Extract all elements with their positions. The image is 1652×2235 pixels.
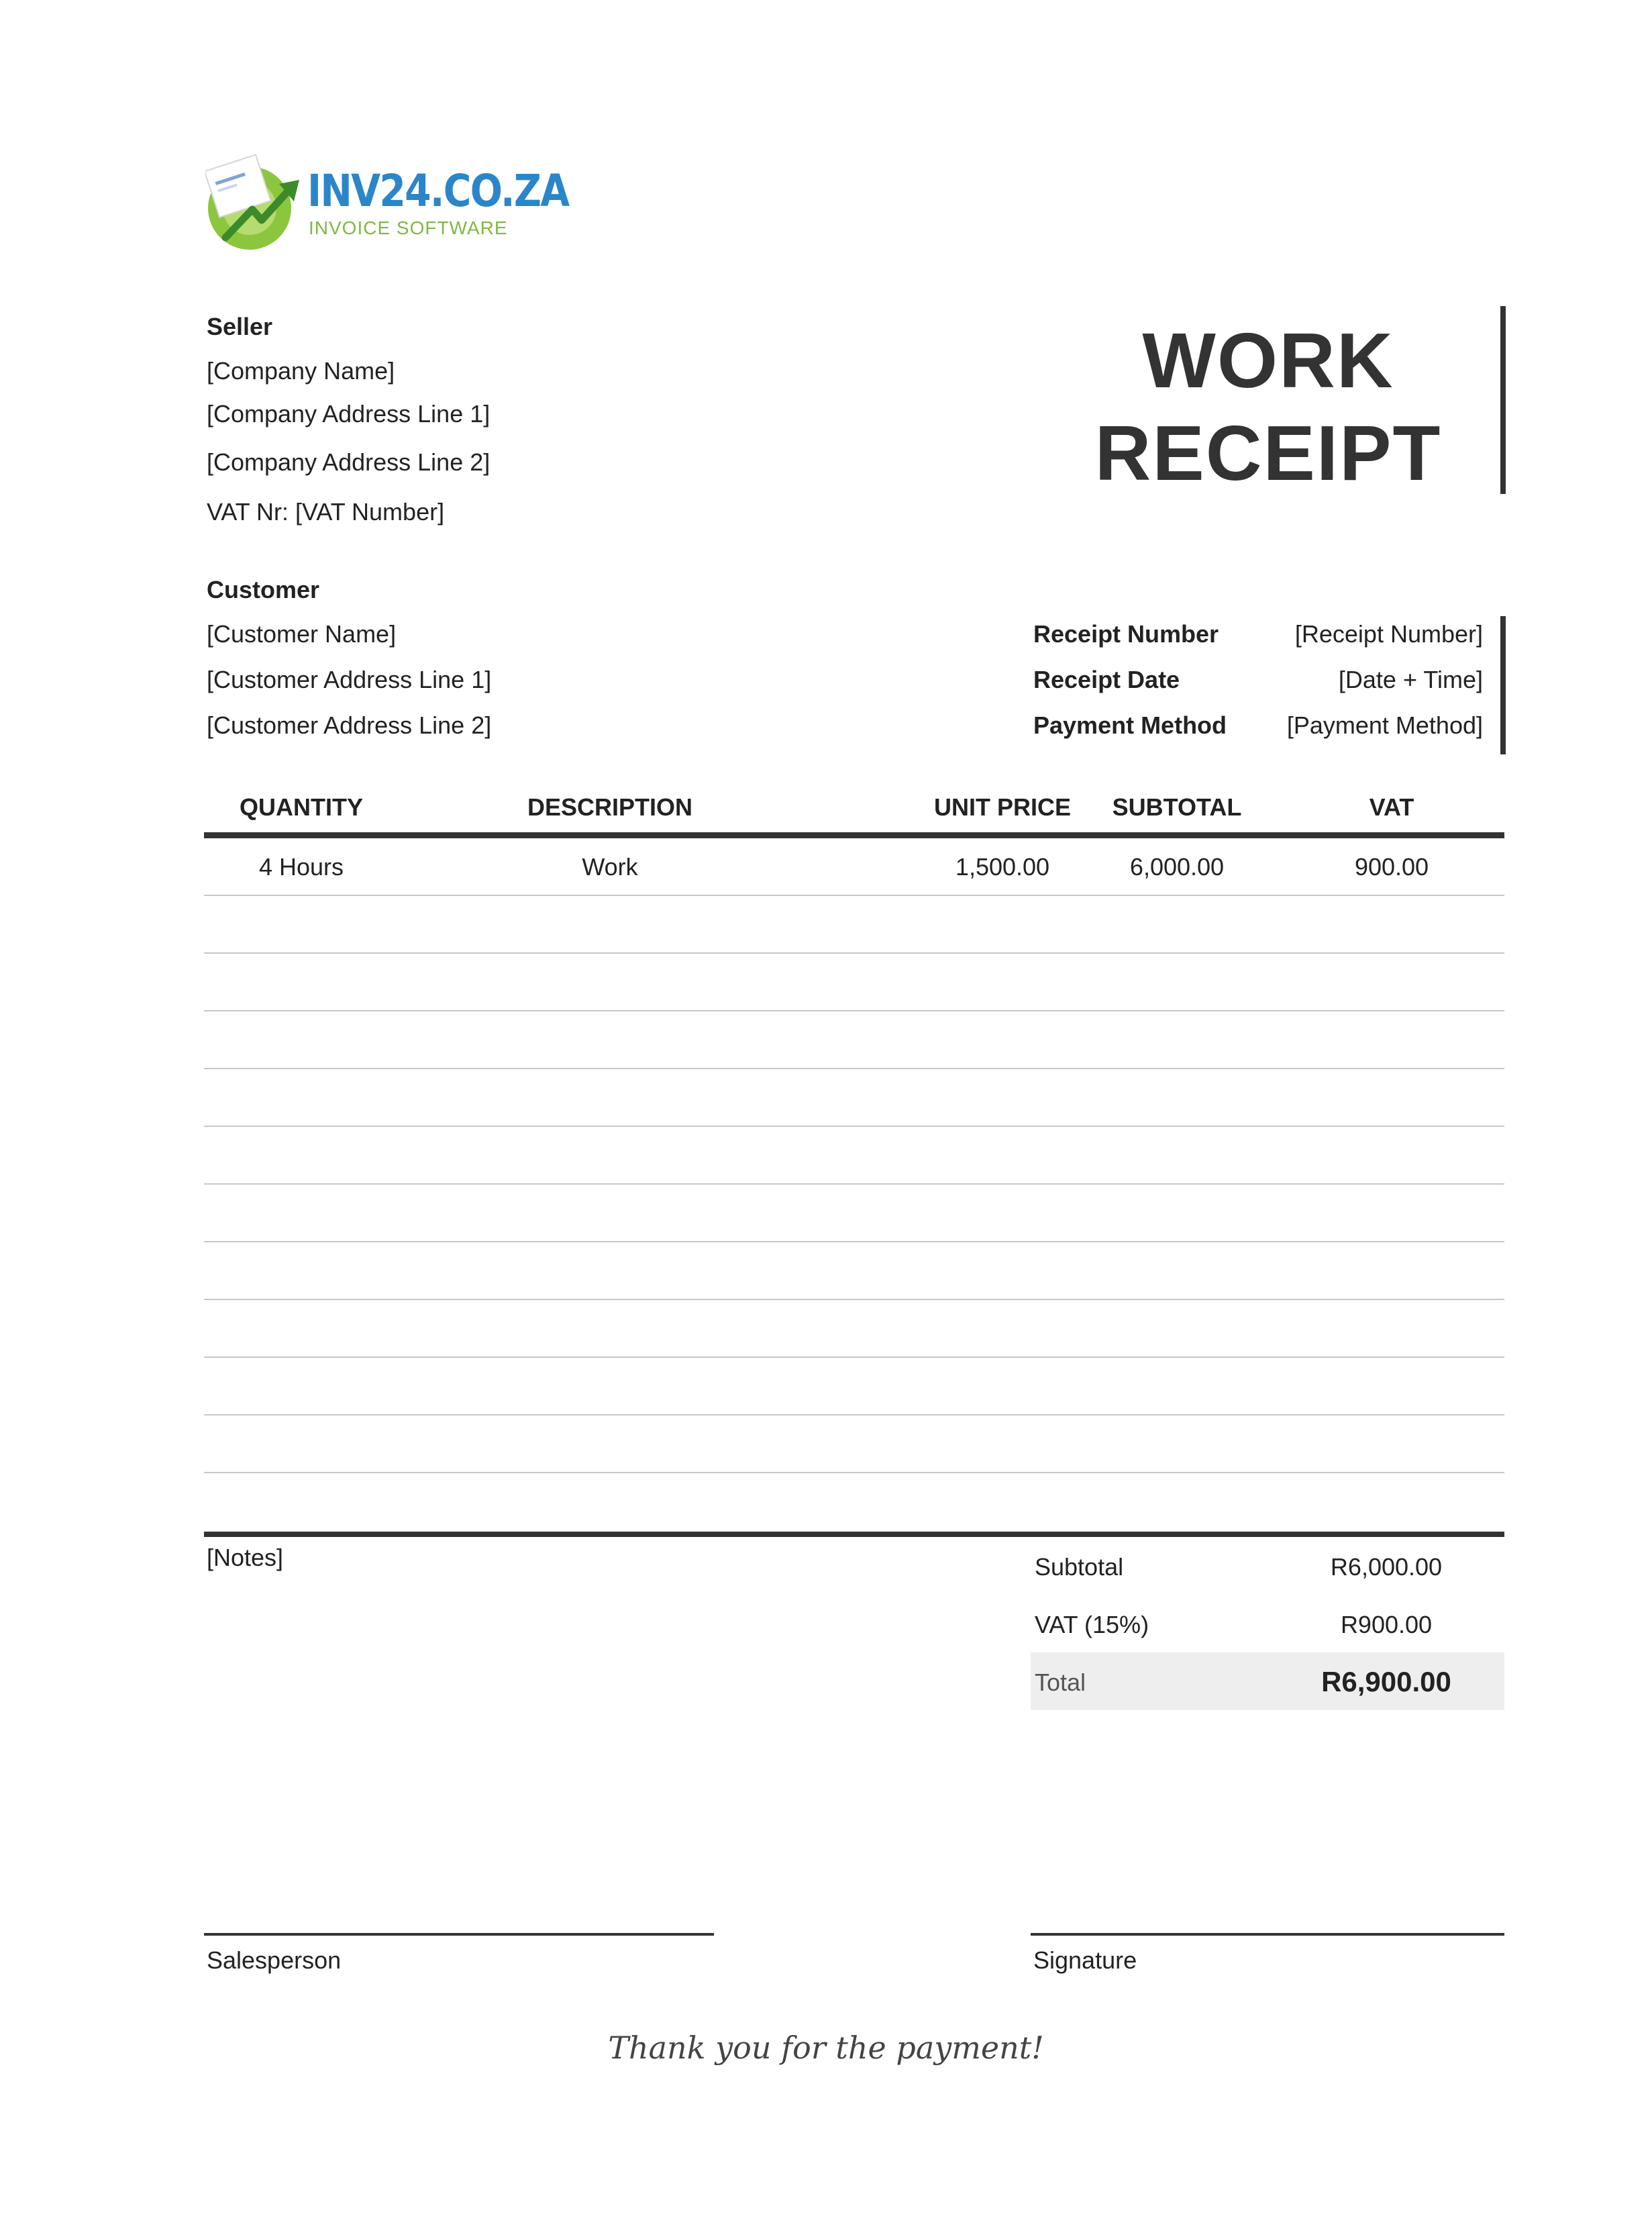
table-row bbox=[204, 1069, 1504, 1127]
cell-quantity: 4 Hours bbox=[258, 853, 344, 881]
table-header bbox=[204, 779, 1504, 838]
seller-heading: Seller bbox=[207, 313, 273, 340]
col-header-description: DESCRIPTION bbox=[527, 793, 693, 821]
logo-tagline: INVOICE SOFTWARE bbox=[309, 217, 508, 238]
subtotal-value: R6,000.00 bbox=[1330, 1553, 1443, 1581]
customer-address-line1: [Customer Address Line 1] bbox=[207, 666, 492, 693]
subtotal-row bbox=[1031, 1537, 1504, 1595]
payment-method-value: [Payment Method] bbox=[1286, 711, 1483, 739]
signature-label: Signature bbox=[1033, 1946, 1137, 1974]
table-row bbox=[204, 1358, 1504, 1416]
col-header-quantity: QUANTITY bbox=[240, 793, 363, 821]
receipt-number-label: Receipt Number bbox=[1033, 620, 1219, 648]
table-row bbox=[204, 954, 1504, 1011]
invoice-growth-arrow-icon bbox=[205, 153, 306, 254]
notes: [Notes] bbox=[207, 1544, 284, 1571]
document-title bbox=[1047, 314, 1490, 499]
title-accent-bar bbox=[1500, 306, 1506, 494]
seller-address-line2: [Company Address Line 2] bbox=[207, 448, 491, 476]
seller-vat-number: VAT Nr: [VAT Number] bbox=[207, 498, 445, 526]
total-label: Total bbox=[1035, 1669, 1086, 1696]
cell-description: Work bbox=[582, 853, 638, 881]
vat-row bbox=[1031, 1595, 1504, 1652]
salesperson-signature-line bbox=[204, 1933, 714, 1936]
col-header-unit-price: UNIT PRICE bbox=[933, 793, 1071, 821]
cell-vat: 900.00 bbox=[1354, 853, 1429, 881]
col-header-vat: VAT bbox=[1369, 793, 1414, 821]
table-row bbox=[204, 1242, 1504, 1300]
customer-heading: Customer bbox=[207, 576, 320, 603]
table-row bbox=[204, 838, 1504, 896]
cell-subtotal: 6,000.00 bbox=[1129, 853, 1225, 881]
table-row bbox=[204, 1127, 1504, 1185]
table-bottom-rule bbox=[204, 1532, 1504, 1537]
receipt-number-value: [Receipt Number] bbox=[1294, 620, 1483, 648]
meta-accent-bar bbox=[1500, 616, 1506, 754]
receipt-date-value: [Date + Time] bbox=[1338, 666, 1483, 693]
thank-you-message: Thank you for the payment! bbox=[608, 2030, 1044, 2066]
col-header-subtotal: SUBTOTAL bbox=[1112, 793, 1242, 821]
table-row bbox=[204, 1300, 1504, 1358]
customer-address-line2: [Customer Address Line 2] bbox=[207, 711, 492, 739]
table-row bbox=[204, 896, 1504, 954]
title-line1: WORK bbox=[1142, 317, 1394, 404]
salesperson-label: Salesperson bbox=[207, 1946, 342, 1974]
table-row bbox=[204, 1416, 1504, 1473]
customer-name: [Customer Name] bbox=[207, 620, 397, 648]
seller-address-line1: [Company Address Line 1] bbox=[207, 400, 491, 428]
logo-name: INV24.CO.ZA bbox=[307, 165, 569, 217]
title-line2: RECEIPT bbox=[1094, 409, 1442, 497]
company-logo bbox=[205, 153, 569, 254]
receipt-date-row bbox=[1033, 666, 1483, 706]
vat-value: R900.00 bbox=[1340, 1611, 1433, 1638]
seller-company-name: [Company Name] bbox=[207, 357, 395, 385]
receipt-date-label: Receipt Date bbox=[1033, 666, 1180, 693]
cell-unit-price: 1,500.00 bbox=[955, 853, 1050, 881]
signature-line bbox=[1031, 1933, 1504, 1936]
receipt-number-row bbox=[1033, 620, 1483, 660]
payment-method-label: Payment Method bbox=[1033, 711, 1227, 739]
table-row bbox=[204, 1185, 1504, 1242]
subtotal-label: Subtotal bbox=[1035, 1553, 1124, 1581]
items-table bbox=[204, 779, 1504, 1473]
total-row bbox=[1031, 1652, 1504, 1710]
vat-label: VAT (15%) bbox=[1035, 1611, 1149, 1638]
table-row bbox=[204, 1011, 1504, 1069]
total-value: R6,900.00 bbox=[1321, 1666, 1451, 1697]
payment-method-row bbox=[1033, 711, 1483, 752]
